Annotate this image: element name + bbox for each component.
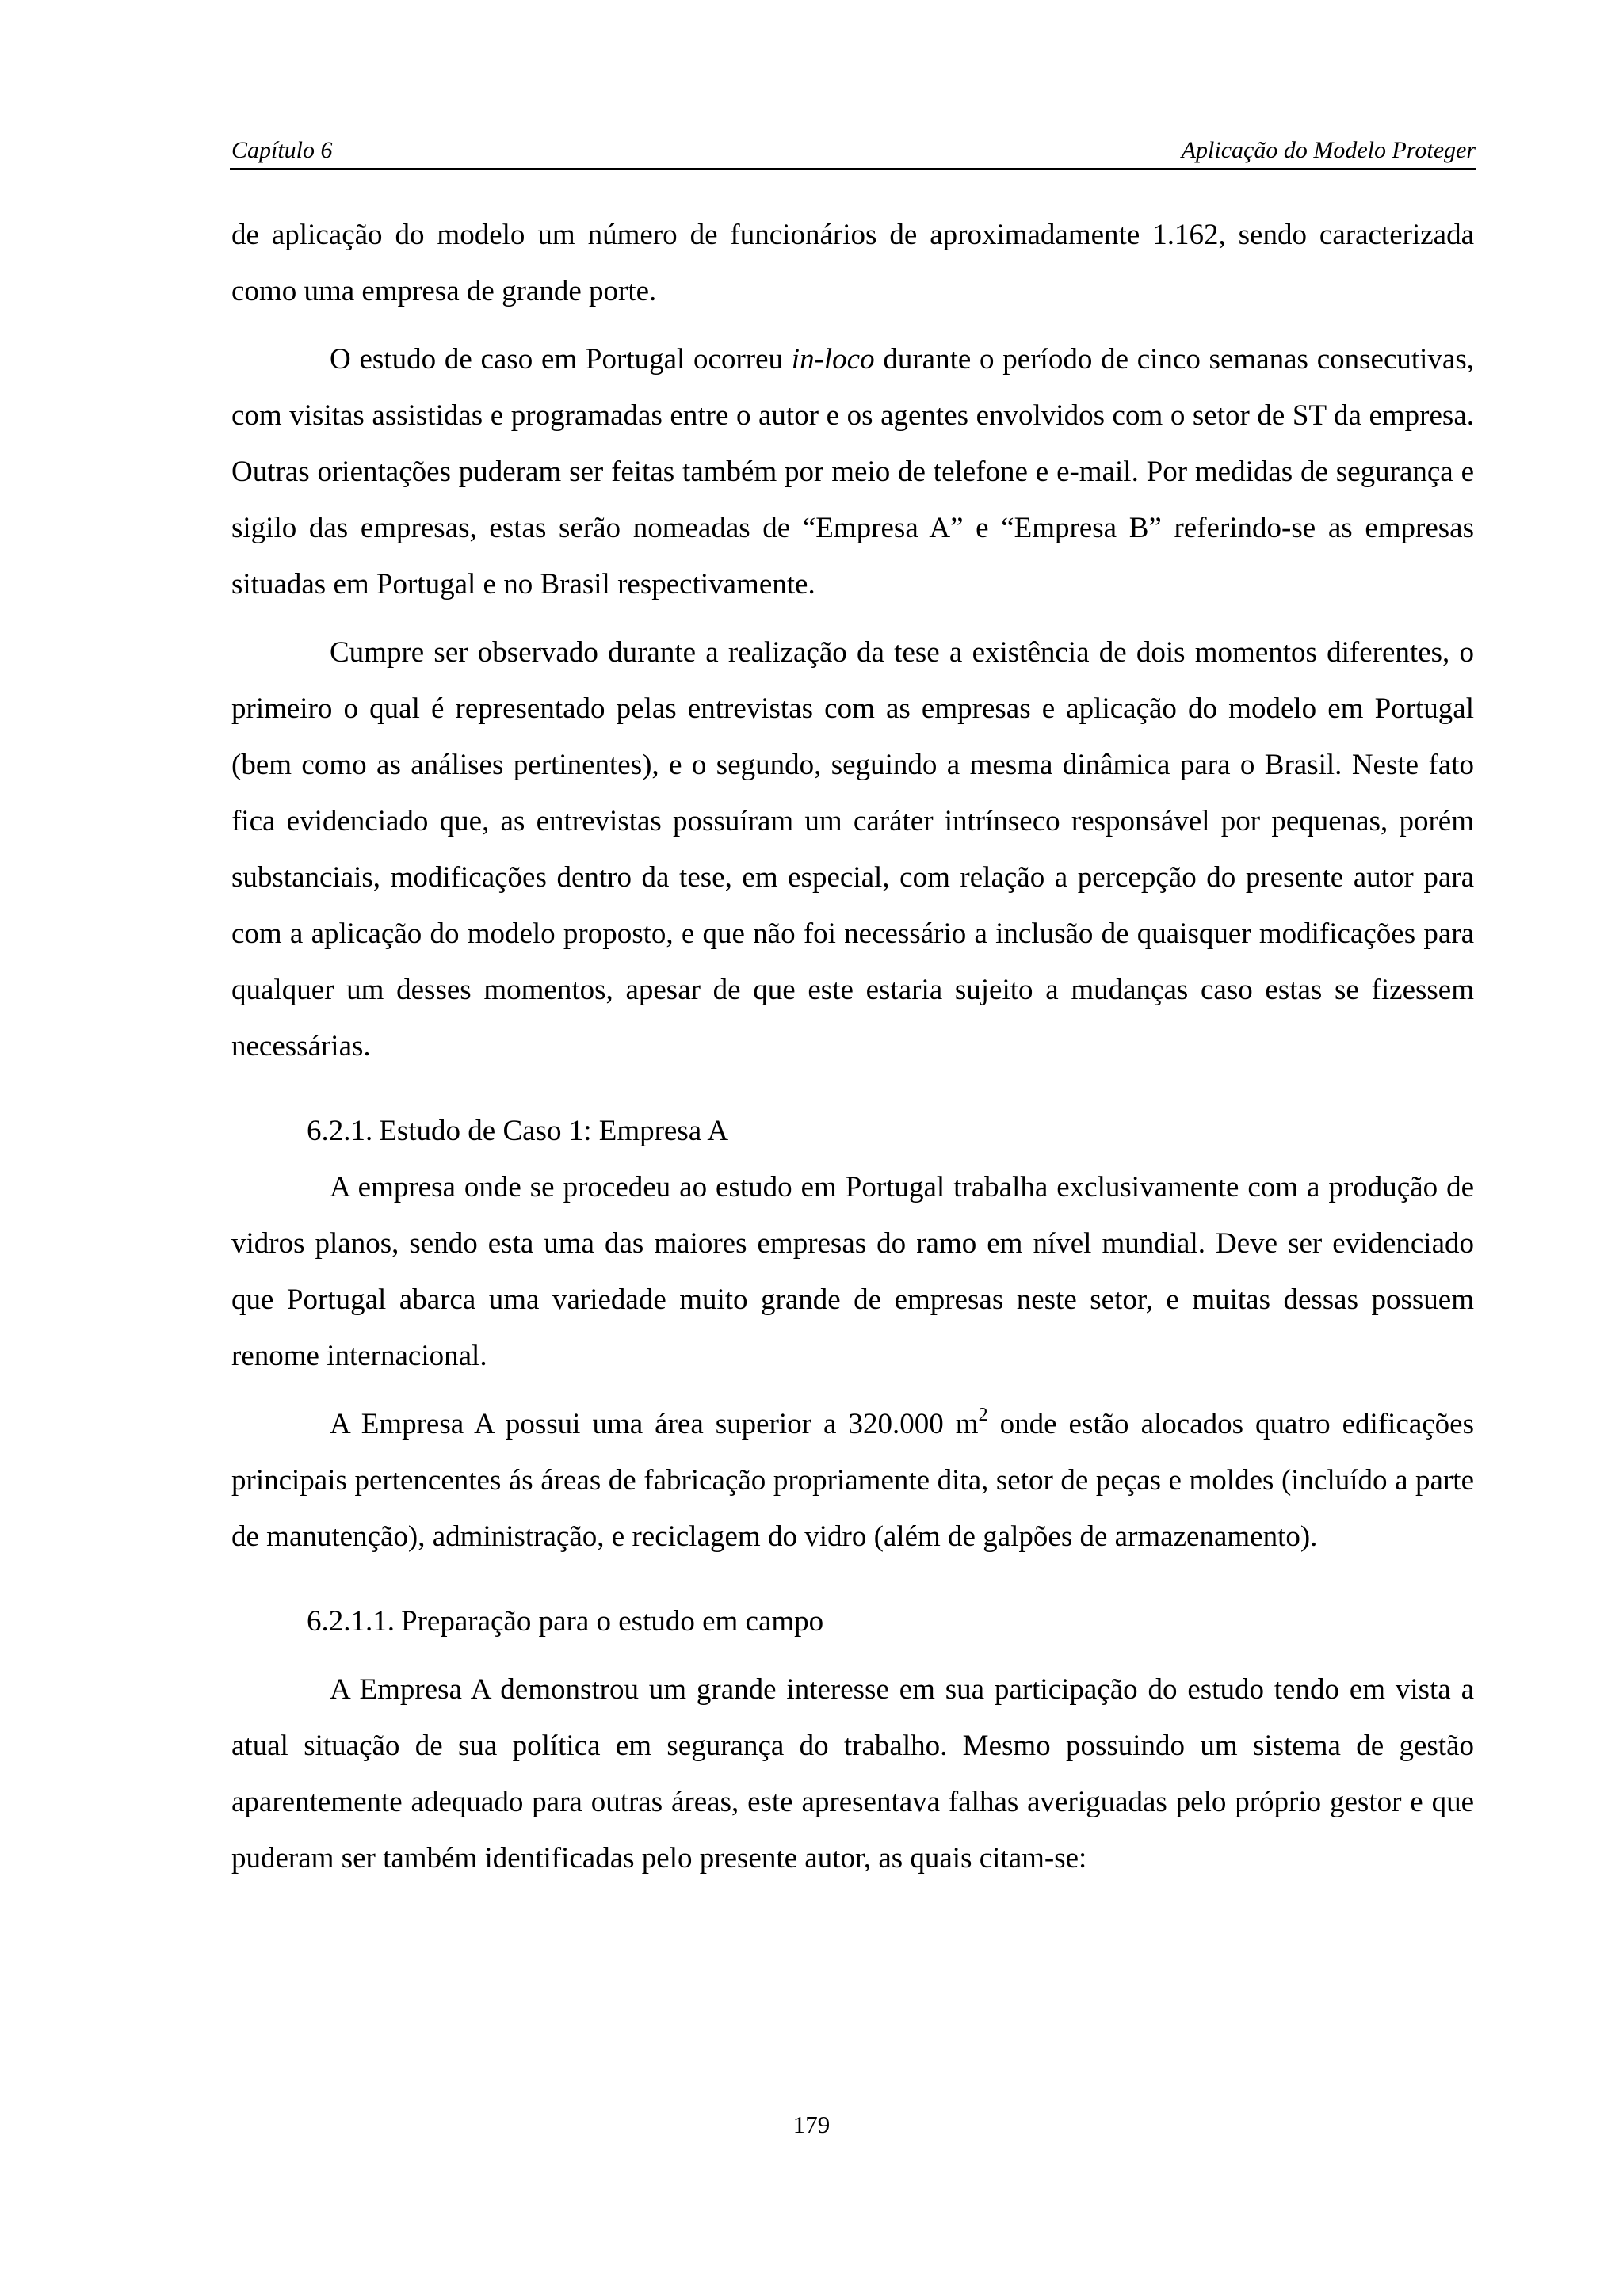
section-title: Preparação para o estudo em campo [401,1605,824,1638]
emphasis-in-loco: in-loco [791,343,875,376]
page-body [231,207,1474,1886]
paragraph-continuation: de aplicação do modelo um número de funcionários de aproximadamente 1.162, sendo caracterizada como uma empresa de grande porte. [231,219,1474,307]
section-heading-6-2-1 [231,1103,1474,1159]
paragraph-company-a-description: A empresa onde se procedeu ao estudo em Portugal trabalha exclusivamente com a produção de vidros planos, sendo esta uma das maiores empresas do ramo em nível mundial. Deve ser evidenciado que Portugal abarca uma variedade muito grande de empresas neste setor, e muitas dessas possuem renome internacional. [231,1171,1474,1372]
chapter-label: Capítulo 6 [231,137,333,163]
section-number: 6.2.1. [307,1115,373,1147]
paragraph-company-a-area [231,1396,1474,1565]
paragraph-two-moments: Cumpre ser observado durante a realização da tese a existência de dois momentos diferentes, o primeiro o qual é representado pelas entrevistas com as empresas e aplicação do modelo em Portugal (bem como as análises pertinentes), e o segundo, seguindo a mesma dinâmica para o Brasil. Neste fato fica evidenciado que, as entrevistas possuíram um caráter intrínseco responsável por pequenas, porém substanciais, modificações dentro da tese, em especial, com relação a percepção do presente autor para com a aplicação do modelo proposto, e que não foi necessário a inclusão de quaisquer modificações para qualquer um desses momentos, apesar de que este estaria sujeito a mudanças caso estas se fizessem necessárias. [231,636,1474,1062]
running-header [230,128,1476,170]
section-number: 6.2.1.1. [307,1605,395,1638]
page-number: 179 [792,2111,831,2138]
paragraph-text: onde estão alocados quatro edificações principais pertencentes ás áreas de fabricação propriamente dita, setor de peças e moldes (incluído a parte de manutenção), administração, e reciclagem do vidro (além de galpões de armazenamento). [231,1408,1474,1553]
section-title: Estudo de Caso 1: Empresa A [379,1115,729,1147]
chapter-title: Aplicação do Modelo Proteger [1181,137,1476,163]
paragraph-field-study-preparation: A Empresa A demonstrou um grande interesse em sua participação do estudo tendo em vista a atual situação de sua política em segurança do trabalho. Mesmo possuindo um sistema de gestão aparentemente adequado para outras áreas, este apresentava falhas averiguadas pelo próprio gestor e que puderam ser também identificadas pelo presente autor, as quais citam-se: [231,1673,1474,1875]
paragraph-text: O estudo de caso em Portugal ocorreu [330,343,792,376]
paragraph-text: durante o período de cinco semanas consecutivas, com visitas assistidas e programadas entre o autor e os agentes envolvidos com o setor de ST da empresa. Outras orientações puderam ser feitas também por meio de telefone e e-mail. Por medidas de segurança e sigilo das empresas, estas serão nomeadas de “Empresa A” e “Empresa B” referindo-se as empresas situadas em Portugal e no Brasil respectivamente. [231,343,1474,601]
paragraph-case-study-portugal [231,331,1474,612]
superscript-2: 2 [978,1405,988,1425]
section-heading-6-2-1-1 [231,1593,1474,1650]
paragraph-text: A Empresa A possui uma área superior a 320.000 m [330,1408,979,1440]
